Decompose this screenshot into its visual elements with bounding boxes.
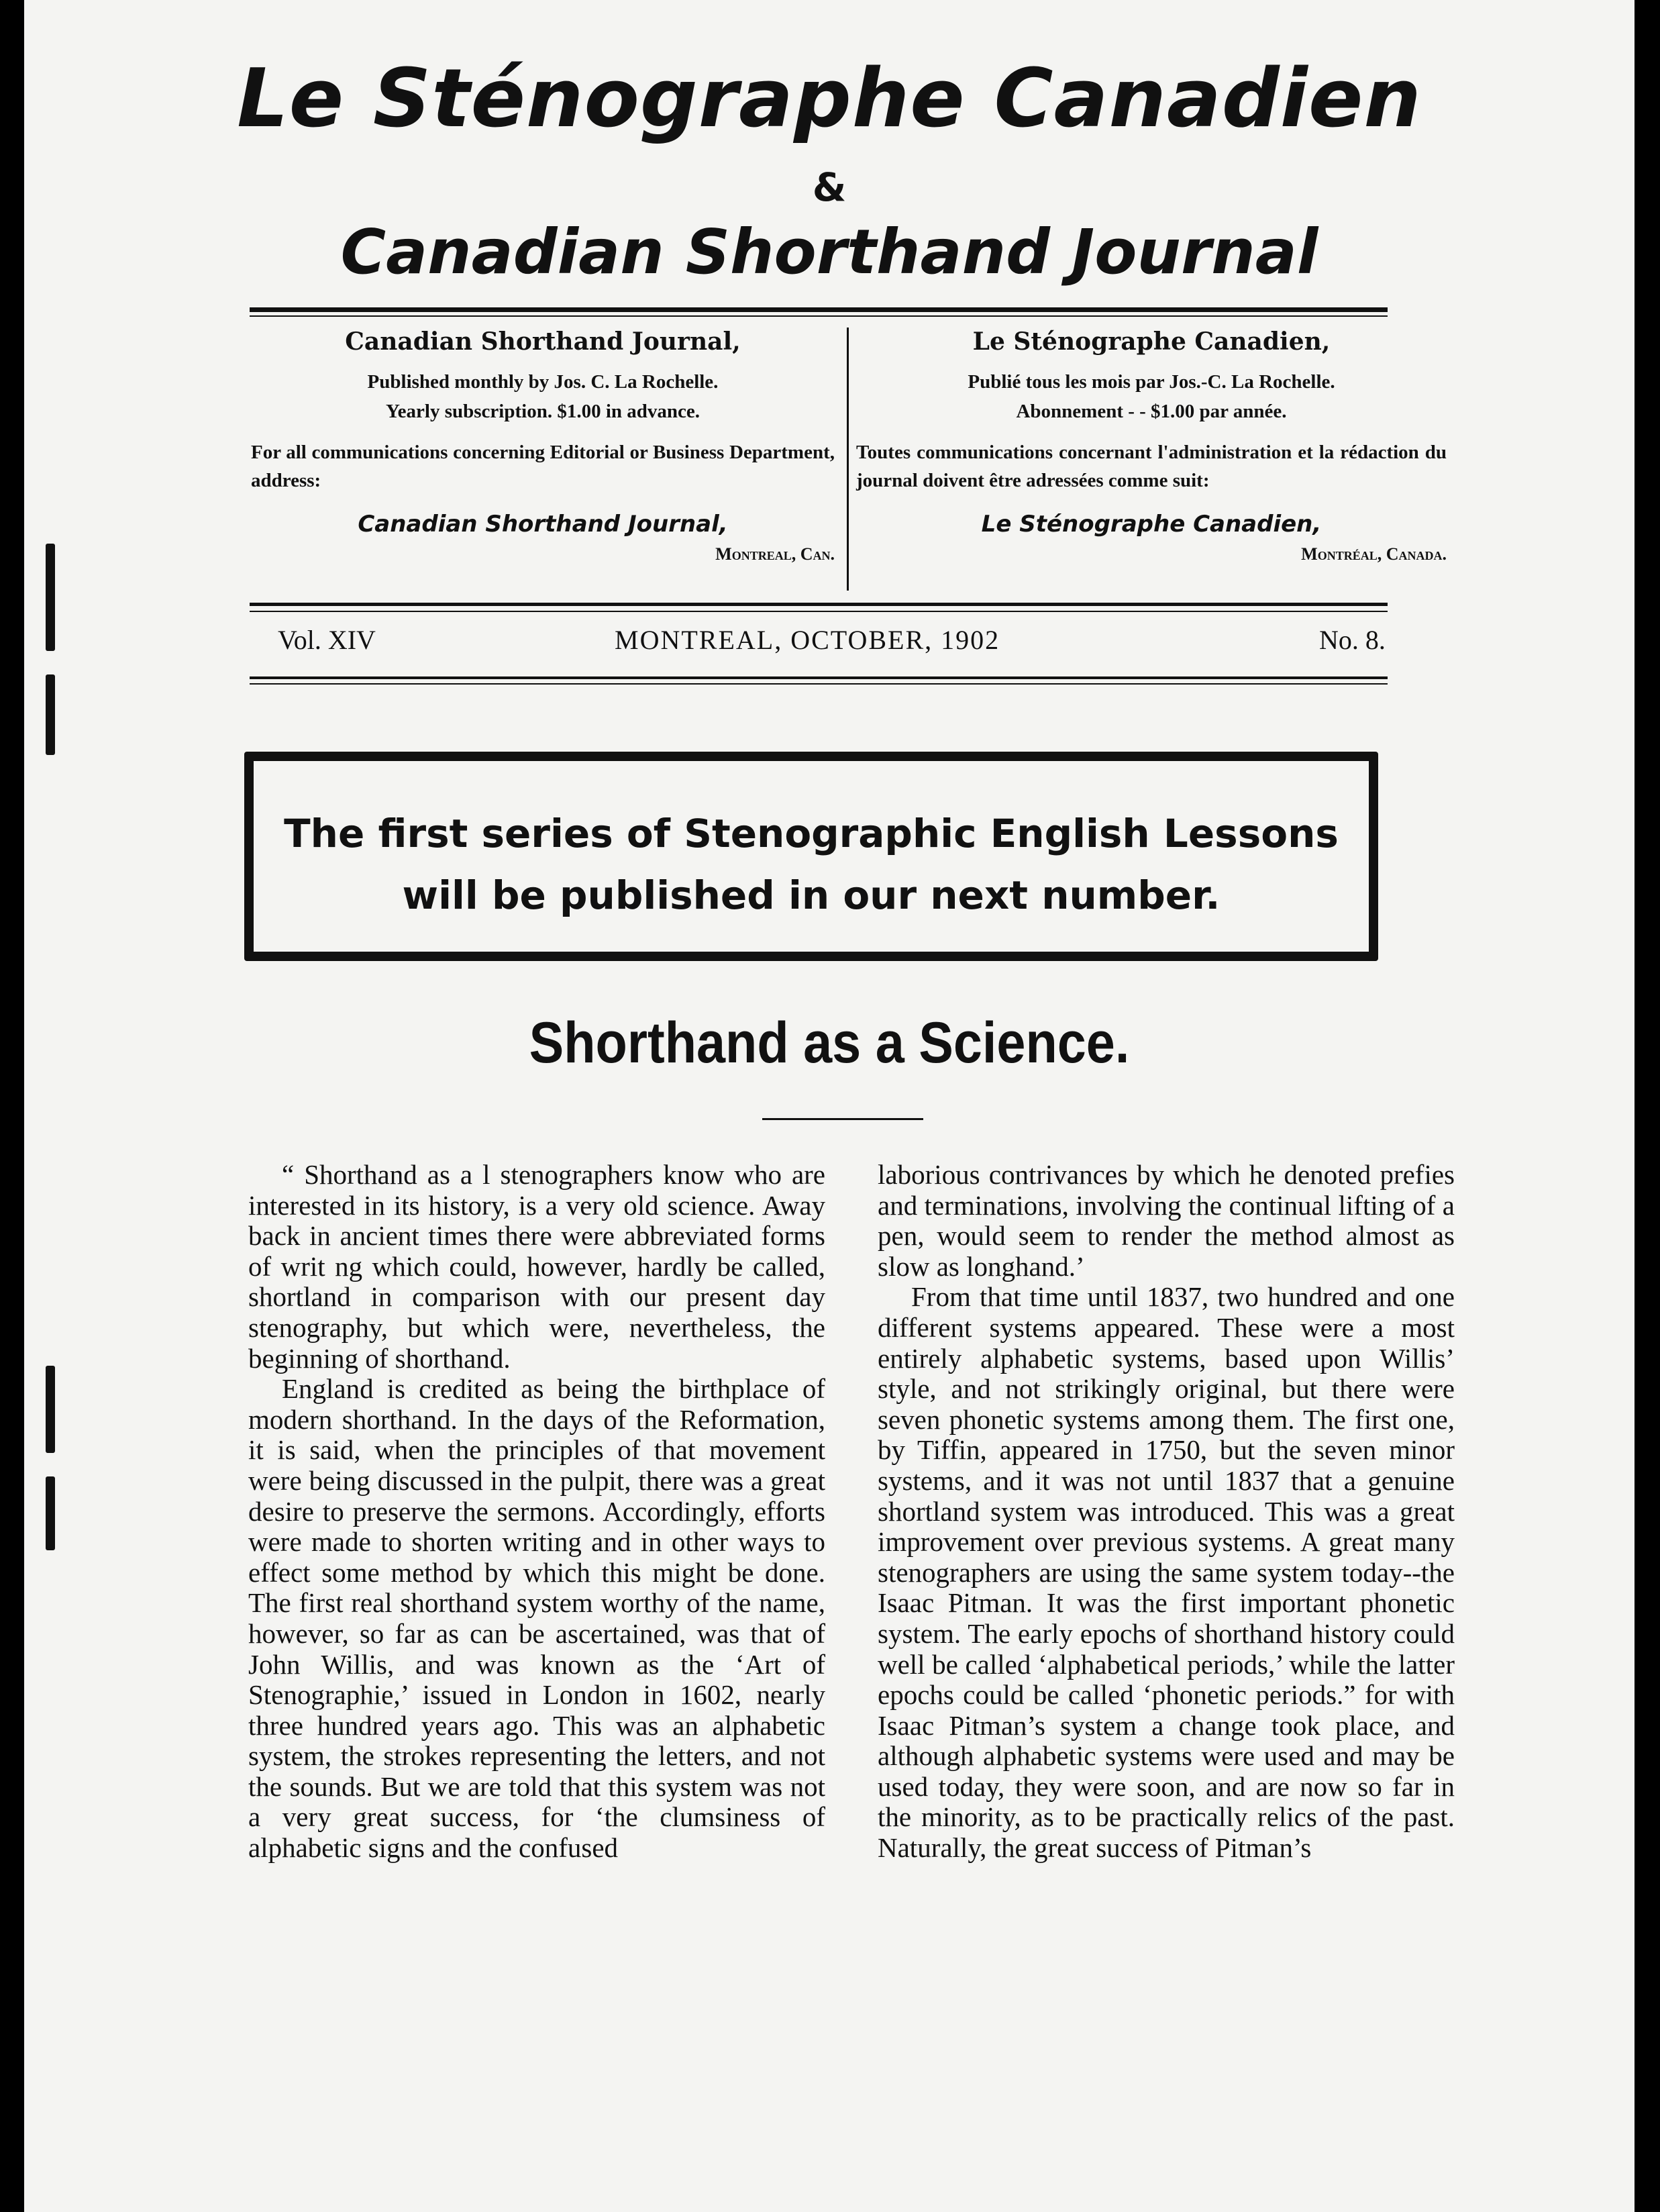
issue-rule-bottom-thin: [250, 683, 1388, 685]
announcement-line-2: will be published in our next number.: [402, 872, 1221, 918]
info-english-communications: For all communications concerning Editorial or Business Department, address:: [251, 442, 835, 492]
column-divider: [847, 328, 849, 591]
issue-volume: Vol. XIV: [278, 625, 376, 655]
info-english-column: [251, 328, 835, 564]
article-column-left: [248, 1160, 825, 1864]
info-french-city: Montréal, Canada.: [1301, 544, 1447, 564]
info-french-column: [856, 328, 1447, 564]
masthead-rule-thin: [250, 315, 1388, 317]
issue-rule-bottom: [250, 676, 1388, 679]
info-rule-bottom: [250, 603, 1388, 606]
binding-mark: [46, 544, 55, 651]
info-french-subscription: Abonnement - - $1.00 par année.: [1016, 400, 1287, 422]
masthead-english-title: Canadian Shorthand Journal: [340, 216, 1318, 288]
info-french-publisher: Publié tous les mois par Jos.-C. La Rochelle.: [968, 371, 1335, 393]
info-english-publisher: Published monthly by Jos. C. La Rochelle.: [367, 371, 719, 393]
article-paragraph: England is credited as being the birthplace of modern shorthand. In the days of the Reformation, it is said, when the principles of that movement were being discussed in the pulpit, there was a great desire to preserve the sermons. Accordingly, efforts were made to shorten writing and in other ways to effect some method by which this might be done. The first real shorthand system worthy of the name, however, so far as can be ascertained, was that of John Willis, and was known as the ‘Art of Stenographie,’ issued in London in 1602, nearly three hundred years ago. This was an alphabetic system, the strokes representing the letters, and not the sounds. But we are told that this system was not a very great success, for ‘the clumsiness of alphabetic signs and the confused: [248, 1373, 825, 1864]
article-paragraph: “ Shorthand as a l stenographers know who are interested in its history, is a very old science. Away back in ancient times there were abbreviated forms of writ ng which could, however, hardly be called, shortland in comparison with our present day stenography, but which were, nevertheless, the beginning of shorthand.: [248, 1159, 825, 1374]
article-column-right: [878, 1160, 1455, 1864]
binding-mark: [46, 1366, 55, 1453]
info-english-title: Canadian Shorthand Journal,: [345, 328, 741, 356]
headline-underline: [762, 1118, 923, 1120]
info-french-address: Le Sténographe Canadien,: [981, 511, 1322, 538]
article-paragraph: laborious contrivances by which he denoted prefies and terminations, involving the continual lifting of a pen, would seem to render the method almost as slow as longhand.’: [878, 1159, 1455, 1282]
announcement-box: [244, 752, 1378, 961]
info-english-address: Canadian Shorthand Journal,: [358, 511, 728, 538]
issue-number: No. 8.: [1319, 625, 1386, 655]
article-headline: Shorthand as a Science.: [529, 1011, 1130, 1075]
masthead-ampersand: &: [812, 164, 847, 210]
info-rule-bottom-thin: [250, 611, 1388, 612]
issue-dateline: MONTREAL, OCTOBER, 1902: [615, 625, 1000, 655]
masthead-french-title: Le Sténographe Canadien: [237, 52, 1422, 146]
announcement-line-1: The first series of Stenographic English Lessons: [284, 811, 1339, 856]
binding-mark: [46, 674, 55, 755]
masthead-rule-top: [250, 307, 1388, 312]
binding-mark: [46, 1476, 55, 1550]
journal-page: [24, 0, 1635, 2212]
info-english-subscription: Yearly subscription. $1.00 in advance.: [385, 400, 701, 422]
article-paragraph: From that time until 1837, two hundred and one different systems appeared. These were a most entirely alphabetic systems, based upon Willis’ style, and not strikingly original, but there were seven phonetic systems among them. The first one, by Tiffin, appeared in 1750, but the seven minor systems, and it was not until 1837 that a genuine shortland system was introduced. This was a great improvement over previous systems. A great many stenographers are using the same system today--the Isaac Pitman. It was the first important phonetic system. The early epochs of shorthand history could well be called ‘alphabetical periods,’ while the latter epochs could be called ‘phonetic periods.” for with Isaac Pitman’s system a change took place, and although alphabetic systems were used and may be used today, they were soon, and are now so far in the minority, as to be practically relics of the past. Naturally, the great success of Pitman’s: [878, 1281, 1455, 1864]
info-english-city: Montreal, Can.: [715, 544, 835, 564]
info-french-communications: Toutes communications concernant l'administration et la rédaction du journal doivent être adressées comme suit:: [856, 442, 1447, 492]
info-french-title: Le Sténographe Canadien,: [972, 328, 1331, 356]
